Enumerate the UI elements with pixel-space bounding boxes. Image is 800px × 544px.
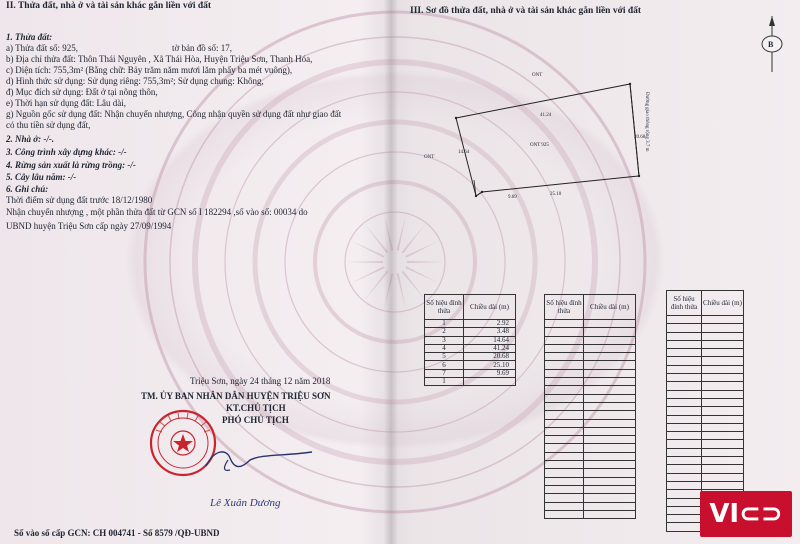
blank-row — [545, 477, 636, 485]
signature-mark — [200, 440, 320, 480]
kt-chu-tich: KT.CHỦ TỊCH — [226, 403, 286, 413]
item-muc-dich: đ) Mục đích sử dụng: Đất ở tại nông thôn, — [6, 87, 158, 97]
blank-row — [545, 419, 636, 427]
blank-row — [667, 332, 744, 340]
label-edge-right: 20.68 — [634, 135, 646, 140]
blank-row — [667, 448, 744, 456]
label-ont-top: ONT — [532, 73, 543, 78]
drum-ray — [347, 261, 383, 263]
blank-row — [667, 423, 744, 431]
col-header-length: Chiều dài (m) — [702, 291, 744, 316]
col-header-length: Chiều dài (m) — [464, 295, 516, 320]
vico-logo — [700, 491, 792, 537]
item-thoi-han: e) Thời hạn sử dụng đất: Lâu dài, — [6, 98, 126, 108]
blank-row — [545, 510, 636, 518]
edge-table-1 — [424, 294, 516, 386]
item-thua-dat-so: a) Thửa đất số: 925, — [6, 43, 78, 53]
blank-row — [667, 349, 744, 357]
blank-row — [667, 473, 744, 481]
pho-chu-tich: PHÓ CHỦ TỊCH — [222, 415, 289, 425]
note-line-1: Thời điểm sử dụng đất trước 18/12/1980 — [6, 195, 153, 205]
nha-o: 2. Nhà ở: -/-. — [6, 134, 55, 144]
col-header-vertex: Số hiệu đỉnh thửa — [667, 291, 702, 316]
note-line-3: UBND huyện Triệu Sơn cấp ngày 27/09/1994 — [6, 221, 172, 231]
note-line-2: Nhận chuyển nhượng , một phần thửa đất từ GCN số I 182294 ,số vào số: 00034 do — [6, 207, 308, 217]
blank-row — [545, 378, 636, 386]
blank-row — [545, 386, 636, 394]
compass — [760, 14, 784, 74]
item-nguon-goc-cont: có thu tiền sử dụng đất, — [6, 120, 91, 130]
blank-row — [667, 357, 744, 365]
parcel-diagram — [420, 60, 660, 210]
blank-row — [545, 461, 636, 469]
issue-date: Triệu Sơn, ngày 24 tháng 12 năm 2018 — [190, 376, 331, 386]
table-row: 6 25.10 — [425, 361, 516, 369]
table-row: 4 41.24 — [425, 344, 516, 352]
blank-row — [667, 481, 744, 489]
blank-row — [545, 494, 636, 502]
page-fold — [384, 0, 398, 544]
blank-row — [667, 390, 744, 398]
blank-rows-2 — [545, 320, 636, 519]
blank-row — [545, 369, 636, 377]
label-ont-left: ONT — [424, 155, 435, 160]
blank-row — [545, 361, 636, 369]
blank-row — [545, 344, 636, 352]
col-header-length: Chiều dài (m) — [584, 295, 636, 320]
blank-row — [667, 316, 744, 324]
label-parcel: ONT 925 — [530, 143, 549, 148]
blank-row — [667, 365, 744, 373]
item-dien-tich: c) Diện tích: 755,3m² (Bằng chữ: Bảy trăm năm mươi lăm phẩy ba mét vuông), — [6, 65, 293, 75]
section-ii-title: II. Thửa đất, nhà ở và tài sản khác gắn liền với đất — [6, 1, 212, 11]
blank-row — [667, 324, 744, 332]
blank-row — [545, 336, 636, 344]
item-to-ban-do: tờ bản đồ số: 17, — [172, 43, 233, 53]
section-iii-title: III. Sơ đồ thửa đất, nhà ở và tài sản khác gắn liền với đất — [410, 6, 642, 16]
ghi-chu: 6. Ghi chú: — [6, 184, 49, 194]
blank-row — [667, 465, 744, 473]
edge-table-2 — [544, 294, 636, 519]
blank-row — [545, 402, 636, 410]
blank-row — [667, 457, 744, 465]
col-header-vertex: Số hiệu đỉnh thửa — [545, 295, 584, 320]
cong-trinh: 3. Công trình xây dựng khác: -/- — [6, 147, 127, 157]
drum-ray — [407, 261, 443, 263]
blank-row — [545, 427, 636, 435]
blank-row — [545, 469, 636, 477]
authority: TM. ỦY BAN NHÂN DÂN HUYỆN TRIỆU SƠN — [141, 391, 331, 401]
table-row: 2 3.48 — [425, 328, 516, 336]
label-edge-bottom: 25.10 — [550, 192, 562, 197]
blank-row — [545, 436, 636, 444]
blank-row — [667, 407, 744, 415]
blank-row — [545, 394, 636, 402]
table-row: 1 2.92 — [425, 320, 516, 328]
table-row: 5 20.68 — [425, 353, 516, 361]
blank-row — [545, 328, 636, 336]
blank-row — [545, 444, 636, 452]
logo-text: VI⊂⊃ — [709, 499, 783, 529]
table-row: 1 — [425, 378, 516, 386]
blank-row — [545, 353, 636, 361]
blank-row — [667, 432, 744, 440]
blank-row — [667, 440, 744, 448]
compass-letter: B — [768, 40, 774, 49]
blank-row — [545, 320, 636, 328]
label-edge-top: 41.24 — [540, 113, 552, 118]
blank-row — [667, 415, 744, 423]
cay-lau-nam: 5. Cây lâu năm: -/- — [6, 172, 77, 182]
label-edge-left: 14.64 — [458, 150, 470, 155]
item-thua-dat-heading: 1. Thửa đất: — [6, 32, 53, 42]
blank-row — [667, 374, 744, 382]
so-vao-so: Số vào số cấp GCN: CH 004741 - Số 8579 /QĐ-UBND — [14, 528, 220, 538]
blank-row — [545, 411, 636, 419]
col-header-vertex: Số hiệu đỉnh thửa — [425, 295, 464, 320]
item-dia-chi: b) Địa chỉ thửa đất: Thôn Thái Nguyên , Xã Thái Hòa, Huyện Triệu Sơn, Thanh Hóa, — [6, 54, 313, 64]
signer-name: Lê Xuân Dương — [210, 497, 281, 509]
rung-san-xuat: 4. Rừng sản xuất là rừng trồng: -/- — [6, 160, 136, 170]
label-edge-bottom2: 9.69 — [508, 195, 517, 200]
blank-row — [545, 485, 636, 493]
label-road: Đường giao thông rộng 3.7 m — [644, 92, 649, 152]
item-hinh-thuc: d) Hình thức sử dụng: Sử dụng riêng: 755,3m²; Sử dụng chung: Không, — [6, 76, 264, 86]
blank-row — [545, 502, 636, 510]
blank-row — [667, 382, 744, 390]
blank-row — [545, 452, 636, 460]
blank-row — [667, 340, 744, 348]
item-nguon-goc: g) Nguồn gốc sử dụng đất: Nhận chuyển nhượng, Công nhận quyền sử dụng đất như giao đất — [6, 109, 342, 119]
table-row: 7 9.69 — [425, 369, 516, 377]
blank-row — [667, 398, 744, 406]
table-row: 3 14.64 — [425, 336, 516, 344]
